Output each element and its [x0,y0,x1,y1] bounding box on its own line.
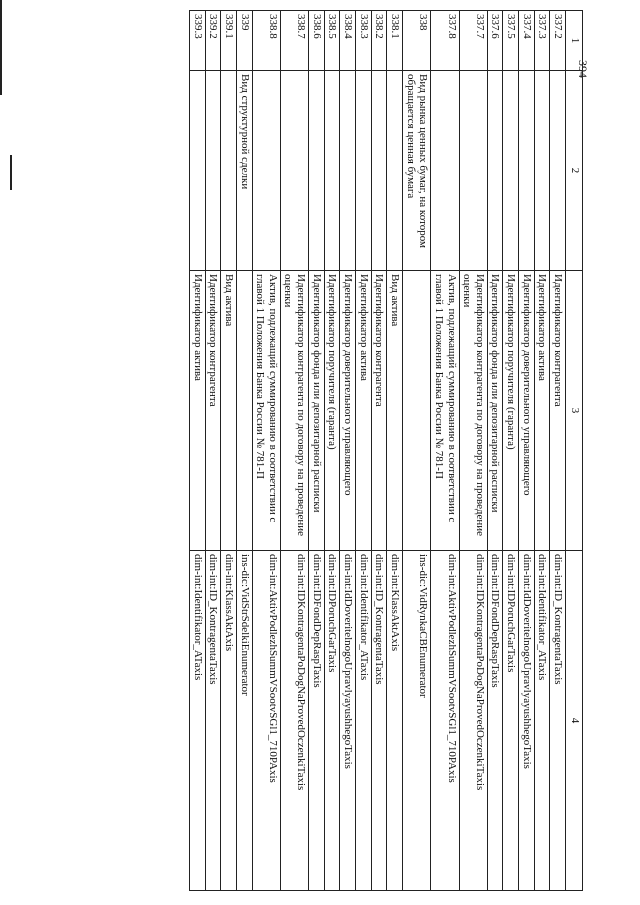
row-name: Вид структурной сделки [236,71,252,271]
row-name [356,71,372,271]
row-description: Вид актива [387,271,403,551]
row-description: Идентификатор фонда или депозитарной расписки [309,271,325,551]
row-number: 337.7 [459,11,487,71]
row-description [402,271,430,551]
row-name [387,71,403,271]
row-code: dim-int:IDPoruchGarTaxis [503,551,519,891]
row-code: dim-int:KlassAktAxis [221,551,237,891]
row-code: dim-int:IDFondDepRaspTaxis [309,551,325,891]
row-code: dim-int:IDFondDepRaspTaxis [487,551,503,891]
row-description: Идентификатор контрагента по договору на проведение оценки [280,271,308,551]
row-name [371,71,387,271]
row-name [221,71,237,271]
table-row [324,11,340,891]
table-row [503,11,519,891]
row-name [503,71,519,271]
row-description: Актив, подлежащий суммированию в соответствии с главой 1 Положения Банка России № 781-П [252,271,280,551]
row-number: 339.3 [189,11,205,71]
table-row [309,11,325,891]
table-row [221,11,237,891]
row-number: 337.6 [487,11,503,71]
row-number: 338.7 [280,11,308,71]
row-name [324,71,340,271]
row-description: Идентификатор актива [356,271,372,551]
row-code: dim-int:IdDoveritelnogoUpravlyayushhegoTaxis [340,551,356,891]
table-row [356,11,372,891]
row-name [431,71,459,271]
row-description: Идентификатор поручителя (гаранта) [503,271,519,551]
table-row [371,11,387,891]
row-description [236,271,252,551]
row-name [189,71,205,271]
row-number: 338.3 [356,11,372,71]
row-description: Идентификатор фонда или депозитарной расписки [487,271,503,551]
row-description: Идентификатор актива [189,271,205,551]
row-code: dim-int:Identifikator_ATaxis [189,551,205,891]
page-number: 394 [576,60,590,78]
row-name [487,71,503,271]
table-row [459,11,487,891]
row-number: 337.2 [550,11,566,71]
row-code: dim-int:Identifikator_ATaxis [534,551,550,891]
row-name [550,71,566,271]
row-code: dim-int:ID_KontragentaTaxis [550,551,566,891]
row-description: Вид актива [221,271,237,551]
row-number: 339.1 [221,11,237,71]
row-code: dim-int:KlassAktAxis [387,551,403,891]
table-row [550,11,566,891]
row-name [519,71,535,271]
data-table [189,10,583,891]
row-name [280,71,308,271]
row-number: 339 [236,11,252,71]
row-name [205,71,221,271]
table-row [519,11,535,891]
table-row [340,11,356,891]
row-description: Идентификатор контрагента [205,271,221,551]
column-header: 3 [566,271,583,551]
table-row [236,11,252,891]
row-code: dim-int:IDKontragentaPoDogNaProvedOczenkiTaxis [459,551,487,891]
row-number: 337.5 [503,11,519,71]
column-header: 4 [566,551,583,891]
row-description: Идентификатор поручителя (гаранта) [324,271,340,551]
row-name [340,71,356,271]
table-row [280,11,308,891]
row-number: 338 [402,11,430,71]
row-number: 338.1 [387,11,403,71]
row-code: dim-int:AktivPodlezhSummVSootvSGl1_710PAxis [252,551,280,891]
row-name [534,71,550,271]
row-code: ins-dic:VidStrSdelkiEnumerator [236,551,252,891]
row-number: 338.2 [371,11,387,71]
row-number: 338.8 [252,11,280,71]
row-description: Идентификатор доверительного управляющего [340,271,356,551]
table-row [387,11,403,891]
row-description: Идентификатор доверительного управляющего [519,271,535,551]
row-number: 338.5 [324,11,340,71]
table-row [487,11,503,891]
table-row [189,11,205,891]
table-row [205,11,221,891]
scan-mark-mid [10,155,12,190]
row-code: ins-dic:VidRynkaCBEnumerator [402,551,430,891]
column-header: 2 [566,71,583,271]
row-code: dim-int:IdDoveritelnogoUpravlyayushhegoTaxis [519,551,535,891]
row-code: dim-int:ID_KontragentaTaxis [371,551,387,891]
row-name: Вид рынка ценных бумаг, на котором обращается ценная бумага [402,71,430,271]
row-name [252,71,280,271]
table-row [534,11,550,891]
table-row [431,11,459,891]
row-description: Идентификатор контрагента по договору на проведение оценки [459,271,487,551]
row-number: 337.8 [431,11,459,71]
row-name [309,71,325,271]
table-row [252,11,280,891]
row-name [459,71,487,271]
scan-mark-top [0,0,2,95]
table-row [402,11,430,891]
row-description: Идентификатор актива [534,271,550,551]
row-number: 337.4 [519,11,535,71]
column-header: 1 [566,11,583,71]
row-number: 337.3 [534,11,550,71]
row-code: dim-int:IDPoruchGarTaxis [324,551,340,891]
table-header-row [566,11,583,891]
row-number: 338.4 [340,11,356,71]
row-code: dim-int:ID_KontragentaTaxis [205,551,221,891]
row-code: dim-int:AktivPodlezhSummVSootvSGl1_710PAxis [431,551,459,891]
row-number: 338.6 [309,11,325,71]
table-body [189,11,565,891]
row-description: Идентификатор контрагента [550,271,566,551]
row-description: Актив, подлежащий суммированию в соответствии с главой 1 Положения Банка России № 781-П [431,271,459,551]
row-code: dim-int:Identifikator_ATaxis [356,551,372,891]
row-code: dim-int:IDKontragentaPoDogNaProvedOczenkiTaxis [280,551,308,891]
row-description: Идентификатор контрагента [371,271,387,551]
rotated-table-wrapper [63,10,583,890]
row-number: 339.2 [205,11,221,71]
